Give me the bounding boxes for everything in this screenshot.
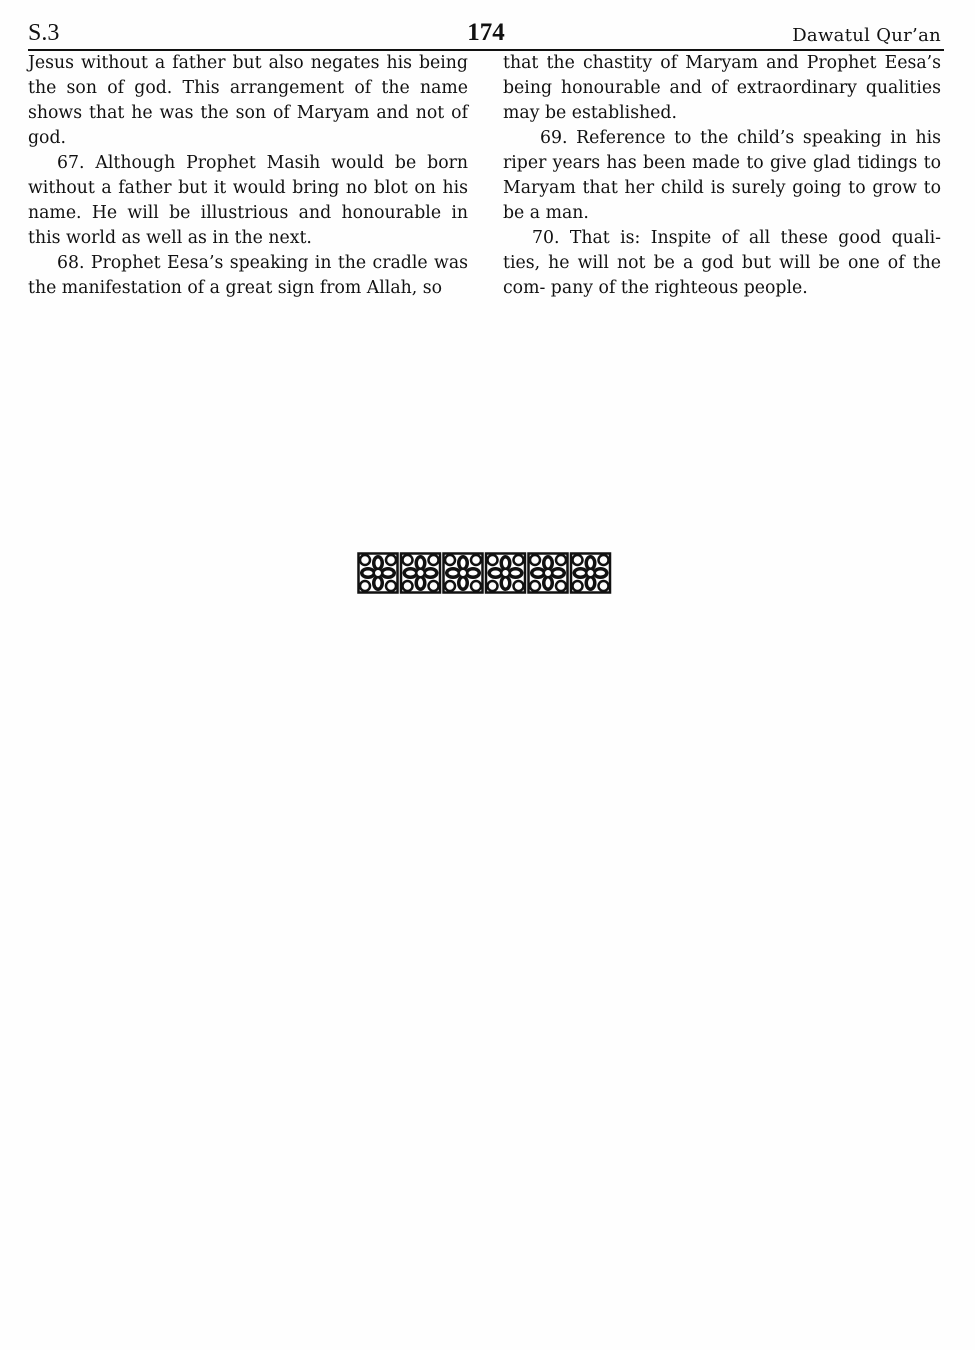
ornament-tile: [444, 554, 483, 593]
page-header: [28, 18, 944, 51]
right-column: [503, 51, 941, 301]
ornament-tile: [486, 554, 525, 593]
note-68: 68. Prophet Eesa’s speaking in the cradle was the manifestation of a great sign from Allah, so: [28, 253, 468, 298]
note-70: 70. That is: Inspite of all these good quali- ties, he will not be a god but will be one of the com- pany of the righteous people.: [503, 228, 941, 298]
ornament-tile: [571, 554, 610, 593]
left-column: [28, 51, 468, 301]
ornament-tile: [401, 554, 440, 593]
note-67: 67. Although Prophet Masih would be born without a father but it would bring no blot on his name. He will be illustrious and honourable in this world as well as in the next.: [28, 153, 468, 248]
note-69: 69. Reference to the child’s speaking in his riper years has been made to give glad tidings to Maryam that her child is surely going to grow to be a man.: [503, 128, 941, 223]
page-number: 174: [467, 19, 505, 46]
ornament-tile: [529, 554, 568, 593]
paragraph: Jesus without a father but also negates his being the son of god. This arrangement of the name shows that he was the son of Maryam and not of god.: [28, 53, 468, 148]
section-label: S.3: [28, 20, 60, 46]
ornament-tile: [359, 554, 398, 593]
paragraph: that the chastity of Maryam and Prophet Eesa’s being honourable and of extraordinary qualities may be established.: [503, 53, 941, 123]
book-title: Dawatul Qur’an: [792, 25, 941, 46]
floral-ornament-icon: [357, 552, 613, 594]
